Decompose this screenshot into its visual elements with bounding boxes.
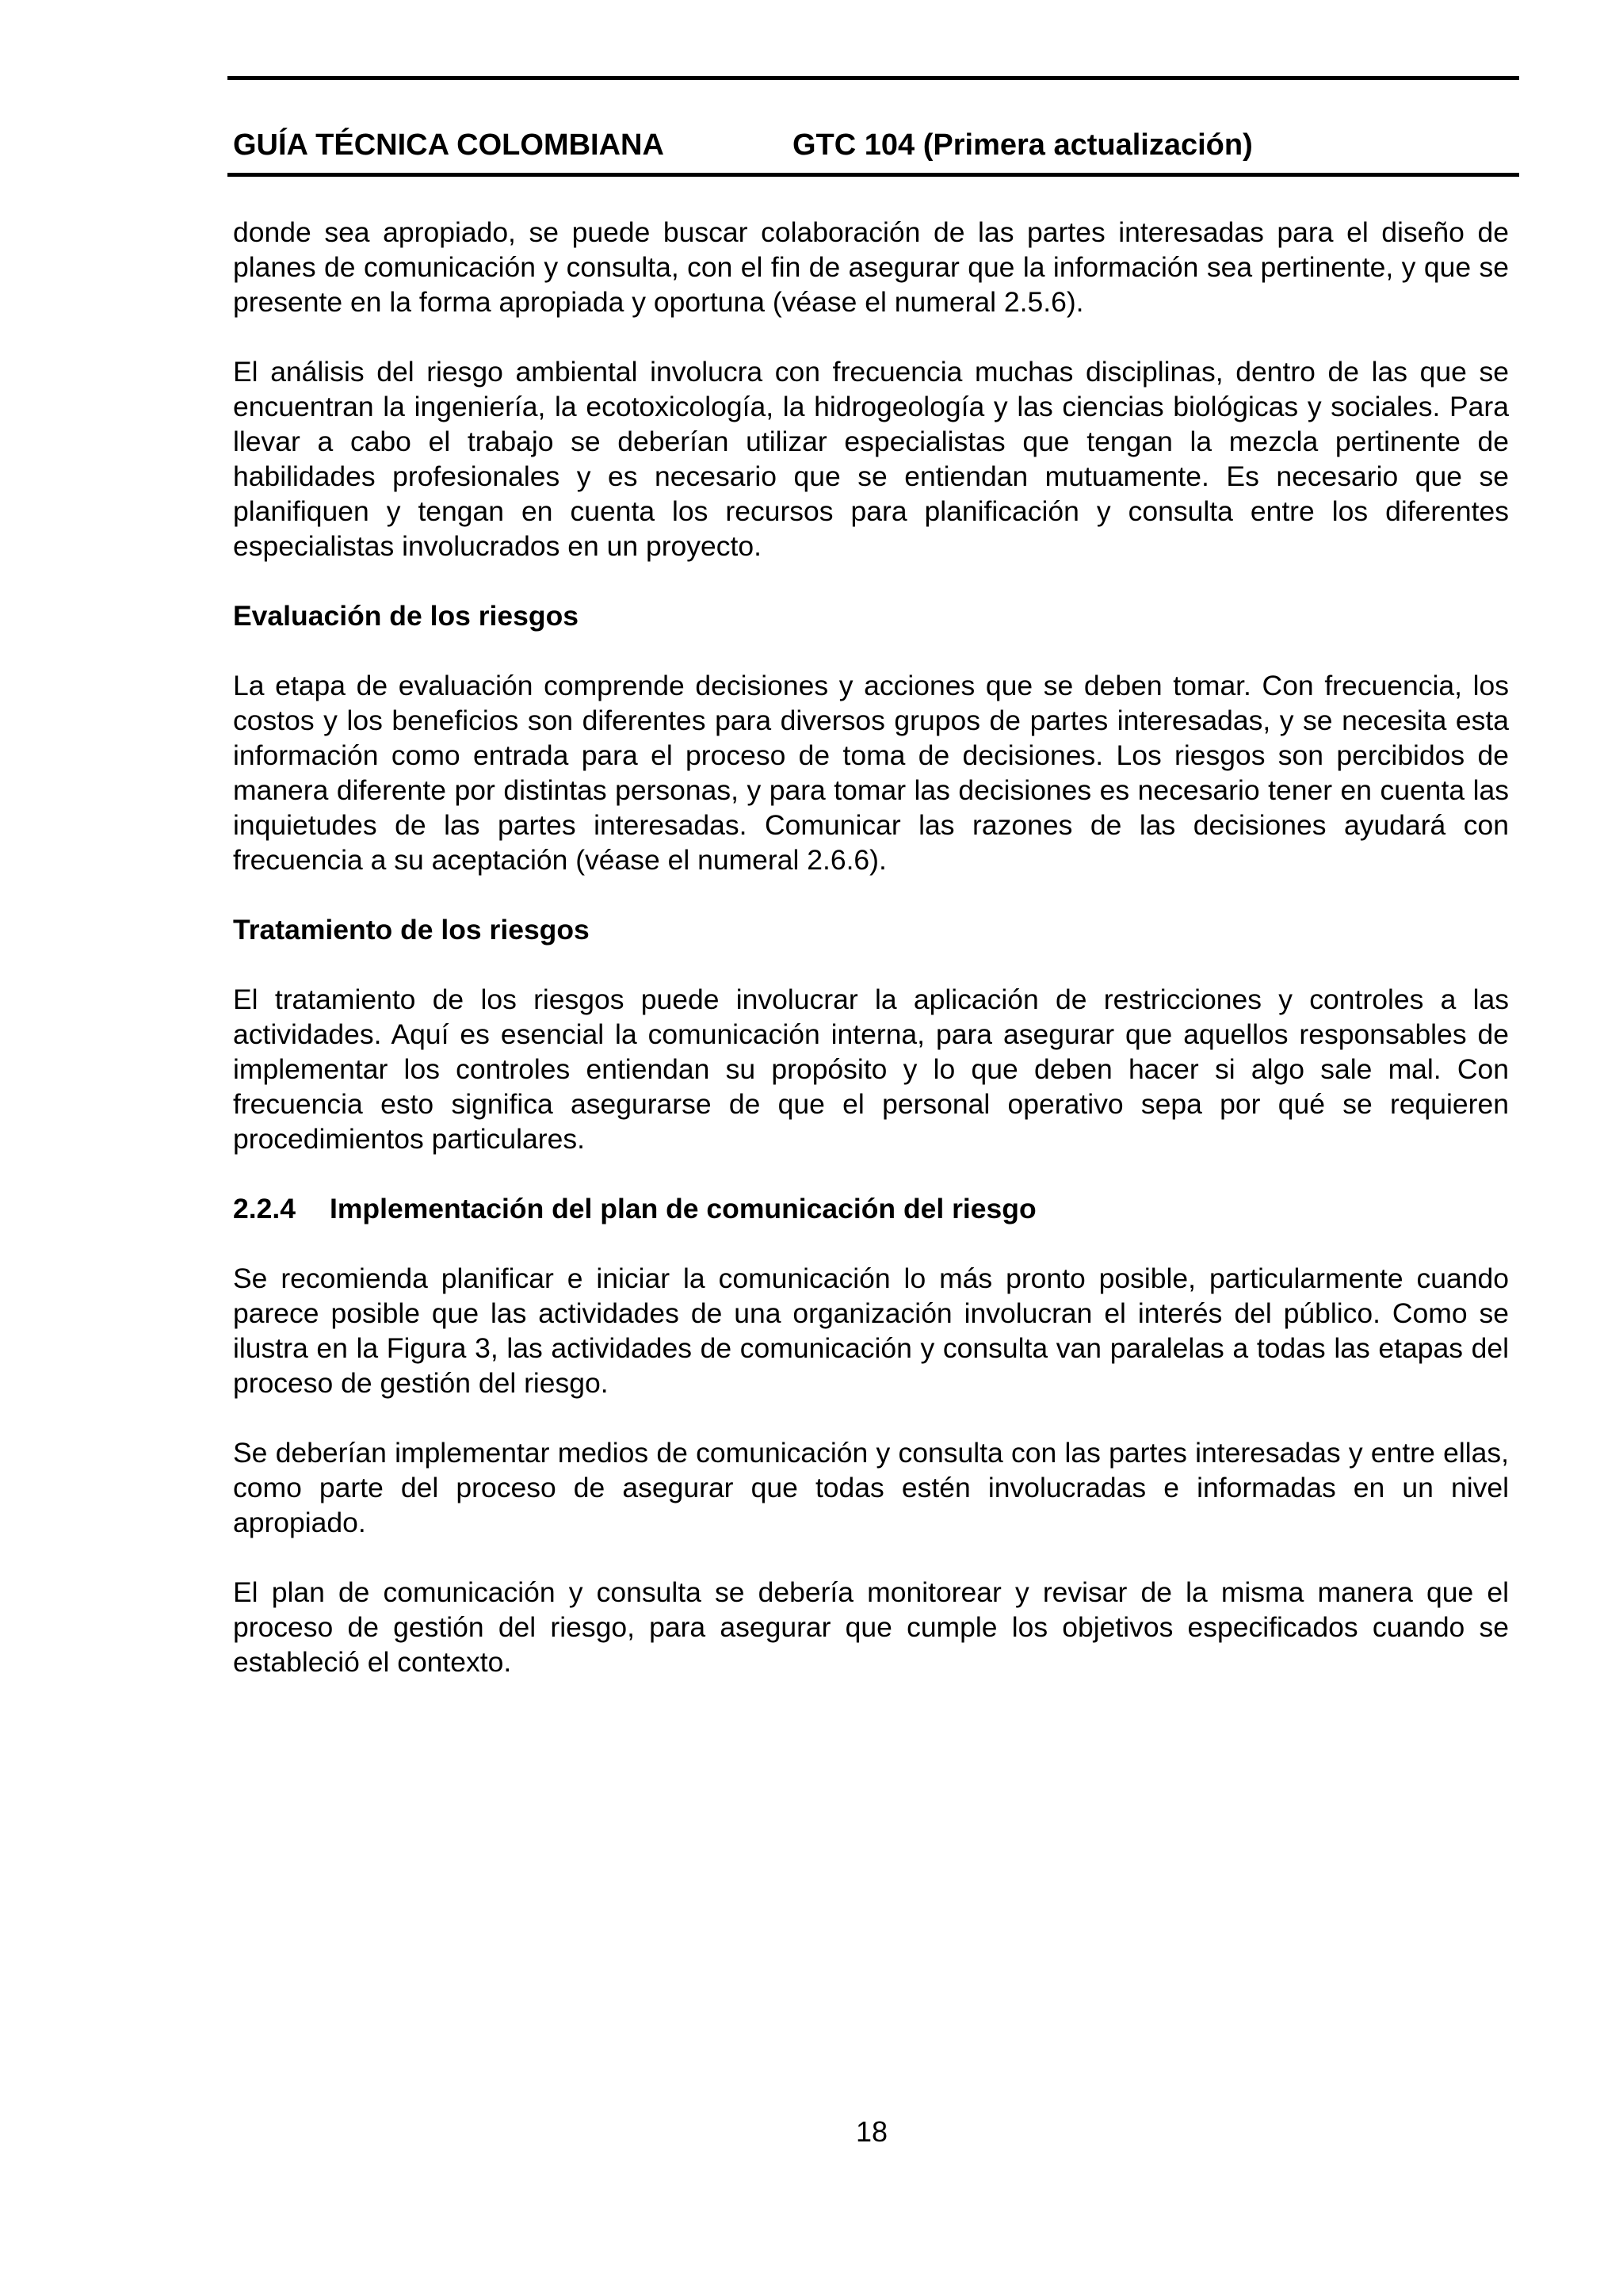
- paragraph-risk-treatment: El tratamiento de los riesgos puede involucrar la aplicación de restricciones y controles a las actividades. Aquí es esencial la comunicación interna, para asegurar que aquellos responsables de implementar los controles entiendan su propósito y lo que deben hacer si algo sale mal. Con frecuencia esto significa asegurarse de que el personal operativo sepa por qué se requieren procedimientos particulares.: [233, 984, 1509, 1155]
- header-document-type: GUÍA TÉCNICA COLOMBIANA: [233, 128, 664, 162]
- paragraph-plan-early-communication: Se recomienda planificar e iniciar la comunicación lo más pronto posible, particularmente cuando parece posible que las actividades de una organización involucran el interés del público. Como se ilustra en la Figura 3, las actividades de comunicación y consulta van paralelas a todas las etapas del proceso de gestión del riesgo.: [233, 1263, 1509, 1399]
- section-number: 2.2.4: [233, 1193, 296, 1224]
- paragraph-risk-evaluation: La etapa de evaluación comprende decisiones y acciones que se deben tomar. Con frecuencia, los costos y los beneficios son diferentes para diversos grupos de partes interesadas, y se necesita esta información como entrada para el proceso de toma de decisiones. Los riesgos son percibidos de manera diferente por distintas personas, y para tomar las decisiones es necesario tener en cuenta las inquietudes de las partes interesadas. Comunicar las razones de las decisiones ayudará con frecuencia a su aceptación (véase el numeral 2.6.6).: [233, 670, 1509, 876]
- page-body: [233, 215, 1509, 1714]
- paragraph-stakeholder-collaboration: donde sea apropiado, se puede buscar colaboración de las partes interesadas para el diseño de planes de comunicación y consulta, con el fin de asegurar que la información sea pertinente, y que se presente en la forma apropiada y oportuna (véase el numeral 2.5.6).: [233, 216, 1509, 318]
- paragraph-implement-means: Se deberían implementar medios de comunicación y consulta con las partes interesadas y entre ellas, como parte del proceso de asegurar que todas estén involucradas e informadas en un nivel apropiado.: [233, 1437, 1509, 1538]
- heading-section-2-2-4: [233, 1191, 1509, 1226]
- header-top-rule: [227, 76, 1519, 80]
- header-bottom-rule: [227, 173, 1519, 177]
- heading-risk-evaluation: Evaluación de los riesgos: [233, 600, 579, 632]
- paragraph-monitor-plan: El plan de comunicación y consulta se debería monitorear y revisar de la misma manera que el proceso de gestión del riesgo, para asegurar que cumple los objetivos especificados cuando se estableció el contexto.: [233, 1576, 1509, 1678]
- page-number: 18: [855, 2115, 888, 2148]
- section-title: Implementación del plan de comunicación del riesgo: [330, 1193, 1037, 1224]
- header-document-code: GTC 104 (Primera actualización): [792, 128, 1253, 162]
- paragraph-environmental-analysis: El análisis del riesgo ambiental involucra con frecuencia muchas disciplinas, dentro de las que se encuentran la ingeniería, la ecotoxicología, la hidrogeología y las ciencias biológicas y sociales. Para llevar a cabo el trabajo se deberían utilizar especialistas que tengan la mezcla pertinente de habilidades profesionales y es necesario que se entiendan mutuamente. Es necesario que se planifiquen y tengan en cuenta los recursos para planificación y consulta entre los diferentes especialistas involucrados en un proyecto.: [233, 356, 1509, 562]
- heading-risk-treatment: Tratamiento de los riesgos: [233, 914, 590, 946]
